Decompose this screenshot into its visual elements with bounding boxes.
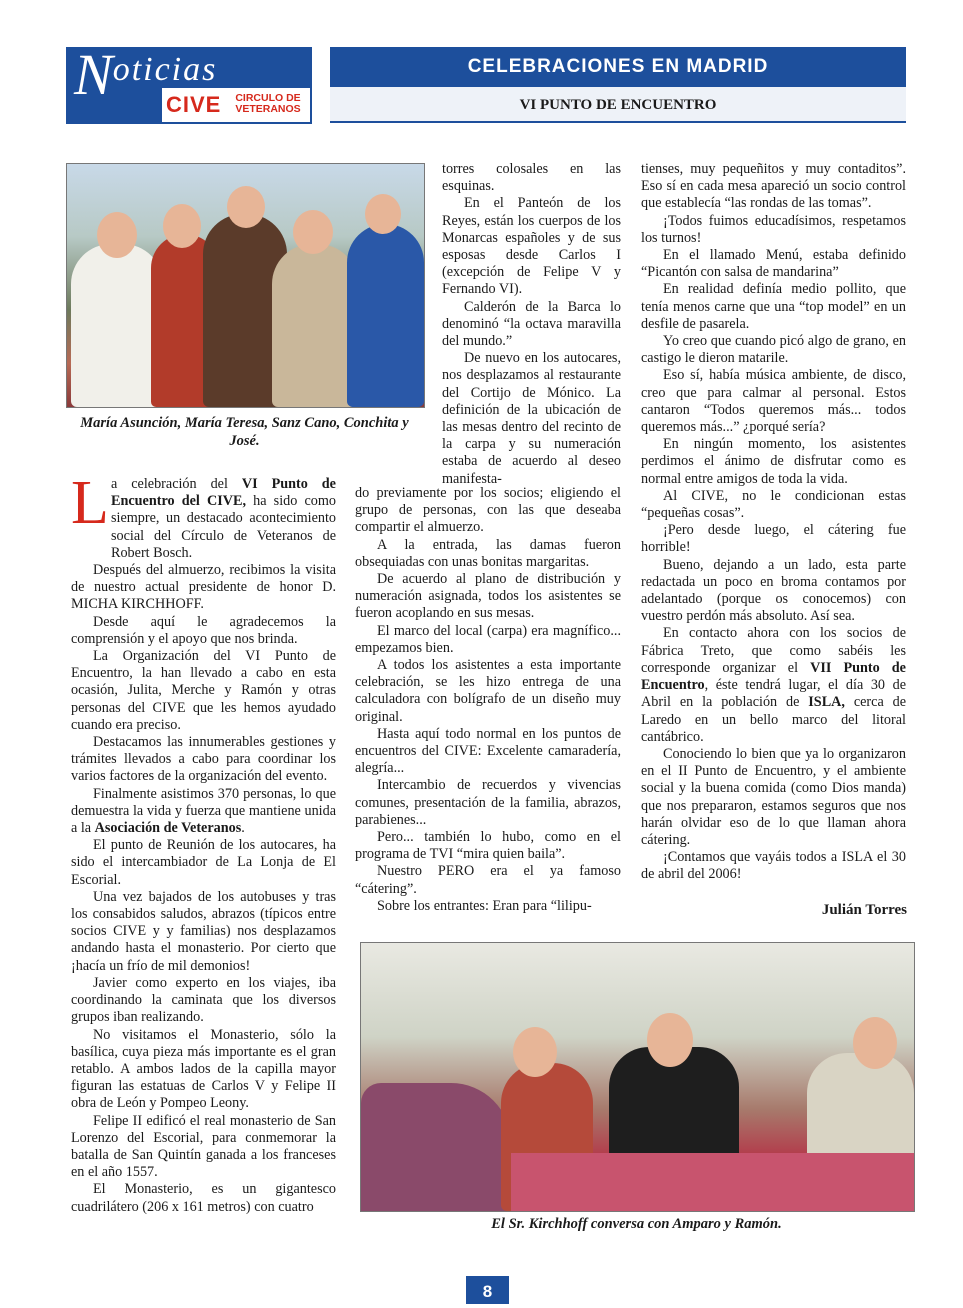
paragraph: De acuerdo al plano de distribución y numeración asignada, todos los asistentes se fueron acoplando en sus mesas. bbox=[355, 571, 621, 622]
header-rule bbox=[330, 121, 906, 123]
text-span: a celebración del bbox=[111, 476, 242, 492]
paragraph: Conociendo lo bien que ya lo organizaron en el II Punto de Encuentro, y el ambiente social y la buena comida (como Dios manda) que nos prepararon, estamos seguros que nos harán olvidar eso de lo que llaman ahora cátering. bbox=[641, 745, 906, 848]
photo-figure-3-head bbox=[227, 186, 265, 228]
paragraph: A todos los asistentes a esta importante celebración, se les hizo entrega de una calculadora con bolígrafo de un diseño muy original. bbox=[355, 657, 621, 725]
page-number: 8 bbox=[482, 1282, 493, 1301]
text-span: ha sido como siempre, un destacado acontecimiento social del Círculo de Veteranos de Robert Bosch. bbox=[111, 493, 336, 561]
logo-cive: CIVE bbox=[166, 92, 222, 117]
paragraph: Destacamos las innumerables gestiones y trámites llevados a cabo para coordinar los varios factores de la organización del evento. bbox=[71, 734, 336, 785]
paragraph: En el llamado Menú, estaba definido “Picantón con salsa de mandarina” bbox=[641, 247, 906, 281]
article-column-2-bottom bbox=[355, 485, 621, 915]
logo-circulo-line1: CIRCULO DE bbox=[235, 92, 301, 104]
paragraph: Nuestro PERO era el ya famoso “cátering”. bbox=[355, 863, 621, 897]
group-photo bbox=[66, 163, 425, 408]
paragraph: El Monasterio, es un gigantesco cuadrilátero (206 x 161 metros) con cuatro bbox=[71, 1181, 336, 1215]
photo-figure-5 bbox=[347, 224, 424, 407]
paragraph bbox=[71, 469, 336, 562]
paragraph: Felipe II edificó el real monasterio de San Lorenzo del Escorial, para conmemorar la batalla de San Quintín ganada a los franceses en el año 1557. bbox=[71, 1112, 336, 1181]
photo-figure-2-head bbox=[163, 204, 201, 248]
paragraph: Una vez bajados de los autobuses y tras los consabidos saludos, abrazos (típicos entre socios CIVE y y familias) nos desplazamos andando hasta el monasterio. Por cierto que ¡hacía un frío de mil demonios! bbox=[71, 888, 336, 974]
paragraph: A la entrada, las damas fueron obsequiadas con unas bonitas margaritas. bbox=[355, 536, 621, 570]
paragraph: Calderón de la Barca lo denominó “la octava maravilla del mundo.” bbox=[442, 298, 621, 350]
location-bold: ISLA, bbox=[808, 694, 845, 711]
photo2-head-amparo bbox=[513, 1027, 557, 1077]
logo-script-text: oticias bbox=[112, 51, 218, 88]
dinner-photo bbox=[360, 942, 915, 1212]
paragraph: Intercambio de recuerdos y vivencias comunes, presentación de la familia, abrazos, parabienes... bbox=[355, 777, 621, 828]
paragraph: Al CIVE, no le condicionan estas “pequeñas cosas”. bbox=[641, 487, 906, 522]
paragraph: En realidad definía medio pollito, que tenía menos carne que una “top model” en un desfile de pasarela. bbox=[641, 281, 906, 332]
paragraph: torres colosales en las esquinas. bbox=[442, 161, 621, 195]
photo-figure-4-head bbox=[293, 210, 333, 254]
logo-circulo-line2: VETERANOS bbox=[235, 103, 301, 115]
logo-initial: N bbox=[74, 42, 115, 107]
photo2-tablecloth bbox=[511, 1153, 914, 1211]
photo2-head-ramon bbox=[853, 1017, 897, 1069]
paragraph: No visitamos el Monasterio, sólo la basílica, cuya pieza más importante es el gran retablo. A ambos lados de la capilla mayor figuran las estatuas de Carlos V y Felipe II obra de León y Pompeo Leony. bbox=[71, 1026, 336, 1112]
paragraph: El marco del local (carpa) era magnífico... empezamos bien. bbox=[355, 622, 621, 656]
event-name-bold: VI Punto de Encuentro del CIVE, bbox=[111, 476, 336, 510]
paragraph: Yo creo que cuando picó algo de grano, en castigo le dieron matarile. bbox=[641, 333, 906, 367]
paragraph: Desde aquí le agradecemos la comprensión y el apoyo que nos brinda. bbox=[71, 613, 336, 647]
article-column-2-top bbox=[442, 161, 621, 488]
article-author: Julián Torres bbox=[821, 902, 907, 918]
logo-circulo-veteranos bbox=[229, 93, 307, 115]
page-subtitle: VI PUNTO DE ENCUENTRO bbox=[519, 97, 717, 113]
photo1-caption: María Asunción, María Teresa, Sanz Cano, Conchita y José. bbox=[80, 415, 409, 449]
text-span: . bbox=[241, 820, 245, 837]
text-span: Finalmente asistimos 370 personas, lo que demuestra la vida y fuerza que mantiene unida a la bbox=[71, 785, 336, 837]
article-column-1 bbox=[71, 469, 336, 1216]
paragraph: Pero... también lo hubo, como en el programa de TVI “mira quien baila”. bbox=[355, 829, 621, 863]
photo2-head-kirchhoff bbox=[647, 1013, 693, 1067]
paragraph: ¡Contamos que vayáis todos a ISLA el 30 de abril del 2006! bbox=[641, 849, 906, 883]
paragraph: ¡Pero desde luego, el cátering fue horrible! bbox=[641, 522, 906, 556]
photo-figure-1 bbox=[71, 244, 163, 407]
paragraph: De nuevo en los autocares, nos desplazamos al restaurante del Cortijo de Mónico. La definición de la ubicación de las mesas dentro del recinto de la carpa y su numeración estaba de acuerdo al deseo manifesta- bbox=[442, 350, 621, 487]
paragraph: La Organización del VI Punto de Encuentro, la han llevado a cabo en esta ocasión, Julita, Merche y Ramón y otras personas del CIVE que les hemos ayudado cuando era preciso. bbox=[71, 648, 336, 733]
next-event-bold: VII Punto de Encuentro bbox=[641, 659, 906, 694]
paragraph: El punto de Reunión de los autocares, ha sido el intercambiador de La Lonja de El Escorial. bbox=[71, 837, 336, 888]
paragraph bbox=[71, 786, 336, 838]
paragraph: Eso sí, había música ambiente, de disco, creo que para calmar al personal. Estos cantaron “Todos queremos más... todos queremos más...” ¿porqué sería? bbox=[641, 367, 906, 436]
article-column-3 bbox=[641, 161, 906, 884]
paragraph bbox=[641, 625, 906, 745]
drop-cap: L bbox=[71, 469, 109, 537]
text-span: En contacto ahora con los socios de Fábrica Treto, que como sabéis les corresponde organizar el bbox=[641, 625, 906, 676]
photo-figure-4 bbox=[272, 244, 358, 407]
paragraph: En el Panteón de los Reyes, están los cuerpos de los Monarcas españoles y de sus esposas desde Carlos I (excepción de Felipe V y Fernando VI). bbox=[442, 195, 621, 298]
text-span: cerca de Laredo en un bello marco del litoral cantábrico. bbox=[641, 694, 906, 745]
paragraph: Javier como experto en los viajes, iba coordinando la caminata que los diversos grupos iban realizando. bbox=[71, 974, 336, 1026]
photo-figure-5-head bbox=[365, 194, 401, 234]
section-title: CELEBRACIONES EN MADRID bbox=[467, 56, 769, 77]
paragraph: ¡Todos fuimos educadísimos, respetamos los turnos! bbox=[641, 212, 906, 246]
paragraph: En ningún momento, los asistentes perdimos el ánimo de disfrutar como es normal entre amigos de toda la vida. bbox=[641, 436, 906, 487]
photo2-figure-left bbox=[361, 1083, 511, 1211]
paragraph: Sobre los entrantes: Eran para “lilipu- bbox=[377, 897, 592, 914]
text-span: , éste tendrá lugar, el día 30 de Abril en la población de bbox=[641, 677, 906, 711]
paragraph: Bueno, dejando a un lado, esta parte redactada un poco en broma contamos por adelantado (porque os conocemos) con vuestro perdón más absoluto. Así sea. bbox=[641, 556, 906, 625]
paragraph: Después del almuerzo, recibimos la visita de nuestro actual presidente de honor D. MICHA KIRCHHOFF. bbox=[71, 562, 336, 613]
paragraph: do previamente por los socios; eligiendo el grupo de personas, con las que deseaba compartir el almuerzo. bbox=[355, 485, 621, 536]
paragraph: Hasta aquí todo normal en los puntos de encuentros del CIVE: Excelente camaradería, alegría... bbox=[355, 725, 621, 777]
association-bold: Asociación de Veteranos bbox=[94, 820, 242, 837]
paragraph: tienses, muy pequeñitos y muy contaditos”. Eso sí en cada mesa apareció un socio control que establecía “las rondas de las tomas”. bbox=[641, 161, 906, 212]
photo2-caption: El Sr. Kirchhoff conversa con Amparo y Ramón. bbox=[491, 1216, 782, 1232]
photo-figure-1-head bbox=[97, 212, 137, 258]
